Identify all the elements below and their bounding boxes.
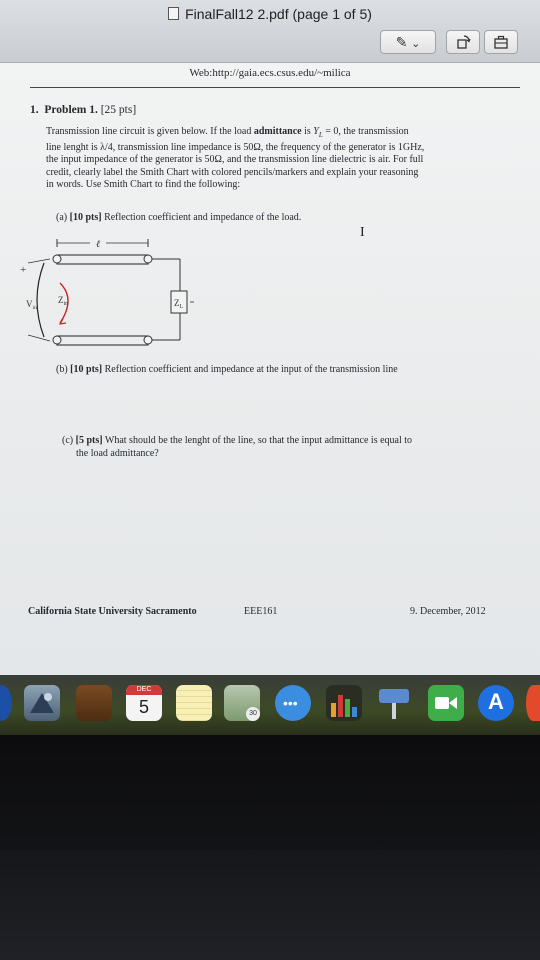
- pdf-page: [0, 63, 540, 675]
- preview-icon[interactable]: [24, 685, 60, 721]
- pen-icon: ✎: [395, 34, 408, 50]
- footer-date: 9. December, 2012: [410, 606, 486, 617]
- safari-icon[interactable]: [0, 685, 12, 721]
- body-line-2: line lenght is λ/4, transmission line impedance is 50Ω, the frequency of the generator is 1GHz,: [46, 141, 425, 153]
- rotate-button[interactable]: [446, 30, 480, 54]
- header-rule: [30, 87, 520, 88]
- keyboard-keys: [0, 850, 540, 960]
- calendar-month: DEC: [126, 685, 162, 695]
- facetime-icon[interactable]: [428, 685, 464, 721]
- music-icon[interactable]: [526, 685, 540, 721]
- title-bar: [0, 0, 540, 63]
- problem-heading: 1. Problem 1. [25 pts]: [30, 104, 137, 116]
- web-address: Web:http://gaia.ecs.csus.edu/~milica: [189, 67, 351, 79]
- body-line-1: Transmission line circuit is given below. If the load admittance is $Y_L = 0$, the transmission: [46, 126, 409, 139]
- part-c-line-2: the load admittance?: [76, 448, 159, 459]
- app-store-icon[interactable]: A: [478, 685, 514, 721]
- part-b: (b) [10 pts] Reflection coefficient and impedance at the input of the transmission line: [56, 364, 398, 375]
- text-cursor-icon: I: [360, 225, 365, 240]
- toolbox-icon: [493, 34, 509, 50]
- zin-label: $Z_{in}$: [58, 295, 69, 307]
- markup-button[interactable]: [380, 30, 436, 54]
- notes-icon[interactable]: [176, 685, 212, 721]
- length-label: ℓ: [96, 239, 101, 250]
- part-a: (a) [10 pts] Reflection coefficient and impedance of the load.: [56, 212, 302, 223]
- keynote-icon[interactable]: [376, 685, 412, 721]
- pdf-document-icon: [168, 7, 179, 20]
- window-title: FinalFall12 2.pdf (page 1 of 5): [0, 6, 540, 22]
- zl-label: $Z_L$: [174, 298, 184, 310]
- rotate-icon: [455, 34, 471, 50]
- dots-icon: •••: [283, 695, 298, 711]
- footer-course: EEE161: [244, 606, 278, 617]
- calendar-day: 5: [138, 697, 149, 717]
- calendar-icon[interactable]: [126, 685, 162, 721]
- photos-icon[interactable]: [224, 685, 260, 721]
- dock: [0, 675, 540, 735]
- plus-sign: +: [20, 264, 27, 276]
- toolbox-button[interactable]: [484, 30, 518, 54]
- vin-label: $V_{in}$: [26, 299, 37, 311]
- messages-icon[interactable]: [275, 685, 311, 721]
- part-c: (c) [5 pts] What should be the lenght of the line, so that the input admittance is equal to: [62, 435, 413, 446]
- problem-body: [46, 126, 518, 192]
- facetime-badge: 30: [246, 707, 260, 721]
- chevron-down-icon: ⌄: [411, 38, 421, 50]
- books-icon[interactable]: [76, 685, 112, 721]
- body-line-3: the input impedance of the generator is 50Ω, and the transmission line dielectric is air. For full: [46, 154, 424, 166]
- body-line-5: in words. Use Smith Chart to find the following:: [46, 179, 241, 191]
- body-line-4: credit, clearly label the Smith Chart with colored pencils/markers and explain your reasoning: [46, 166, 419, 178]
- circuit-diagram: [20, 233, 220, 348]
- footer-university: California State University Sacramento: [28, 606, 197, 617]
- laptop-keyboard-area: [0, 735, 540, 960]
- numbers-icon[interactable]: [326, 685, 362, 721]
